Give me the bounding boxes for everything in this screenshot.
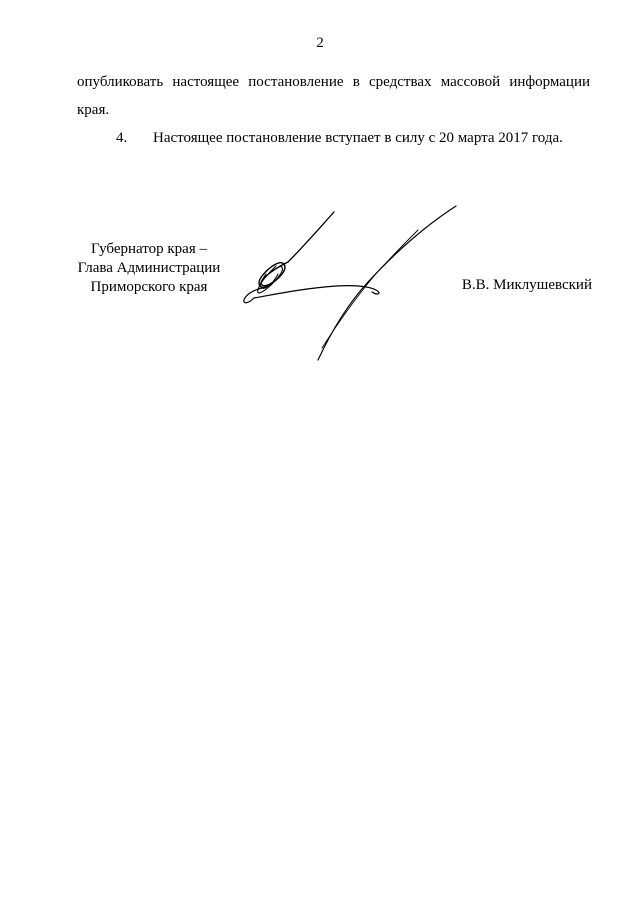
list-item-number: 4. bbox=[116, 130, 128, 146]
page-number: 2 bbox=[316, 35, 324, 51]
signer-position-line-1: Губернатор края – bbox=[91, 241, 207, 257]
paragraph-continuation: опубликовать настоящее постановление в средствах массовой информации края. bbox=[77, 74, 590, 118]
signer-position-line-3: Приморского края bbox=[90, 279, 208, 295]
handwritten-signature bbox=[236, 200, 466, 370]
list-item-text: Настоящее постановление вступает в силу с 20 марта 2017 года. bbox=[153, 130, 563, 146]
signer-position-line-2: Глава Администрации bbox=[77, 260, 221, 276]
signer-name: В.В. Миклушевский bbox=[461, 277, 592, 293]
signer-position bbox=[60, 240, 238, 297]
list-item-4 bbox=[77, 127, 590, 149]
